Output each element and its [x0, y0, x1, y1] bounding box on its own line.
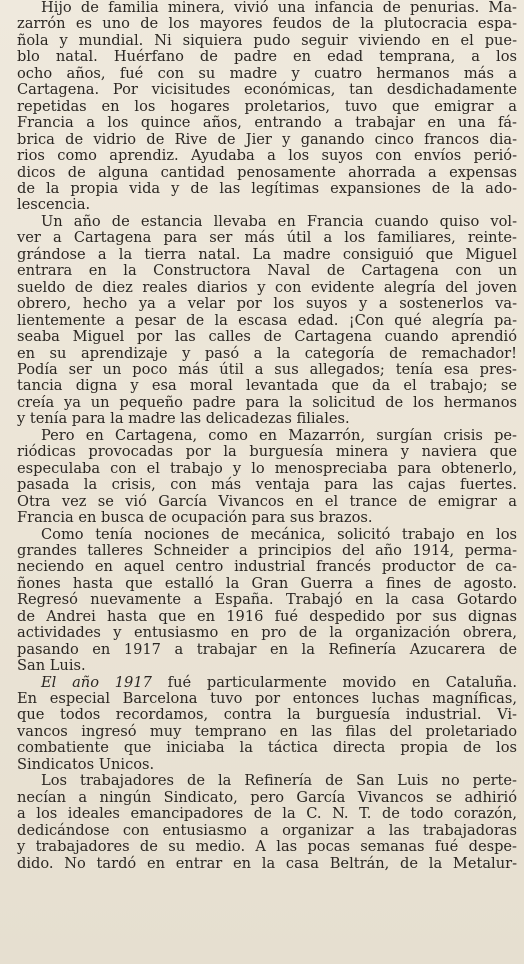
text-line: de Andrei hasta que en 1916 fué despedido por sus dignas	[17, 607, 517, 625]
text-line: ñones hasta que estalló la Gran Guerra a fines de agosto.	[17, 574, 517, 592]
text-line: actividades y entusiasmo en pro de la organización obrera,	[17, 624, 517, 642]
text-line: San Luis.	[17, 657, 86, 675]
text-line: en su aprendizaje y pasó a la categoría de remachador!	[17, 344, 517, 362]
text-line: zarrón es uno de los mayores feudos de la plutocracia espa-	[17, 15, 517, 33]
text-line: dedicándose con entusiasmo a organizar a las trabajadoras	[17, 821, 517, 839]
text-line: ocho años, fué con su madre y cuatro hermanos más a	[17, 64, 517, 82]
text-line: grándose a la tierra natal. La madre consiguió que Miguel	[17, 245, 517, 263]
text-line: y tenía para la madre las delicadezas filiales.	[17, 410, 350, 428]
text-line: vancos ingresó muy temprano en las filas del proletariado	[17, 722, 517, 740]
text-line: Sindicatos Unicos.	[17, 755, 155, 773]
text-line: dicos de alguna cantidad penosamente ahorrada a expensas	[17, 163, 517, 181]
text-line: brica de vidrio de Rive de Jier y ganando cinco francos dia-	[17, 130, 517, 148]
text-line: necían a ningún Sindicato, pero García Vivancos se adhirió	[17, 788, 517, 806]
text-line: rios como aprendiz. Ayudaba a los suyos con envíos perió-	[17, 147, 517, 165]
text-line: obrero, hecho ya a velar por los suyos y a sostenerlos va-	[17, 295, 517, 313]
text-line: a los ideales emancipadores de la C. N. T. de todo corazón,	[17, 805, 517, 823]
text-line: blo natal. Huérfano de padre en edad temprana, a los	[17, 48, 517, 66]
text-line: creía ya un pequeño padre para la solicitud de los hermanos	[17, 393, 517, 411]
text-line: Los trabajadores de la Refinería de San Luis no perte-	[41, 772, 517, 790]
text-line: Como tenía nociones de mecánica, solicitó trabajo en los	[41, 525, 517, 543]
text-line: y trabajadores de su medio. A las pocas semanas fué despe-	[17, 838, 517, 856]
text-line: que todos recordamos, contra la burguesía industrial. Vi-	[17, 706, 517, 724]
text-line: Otra vez se vió García Vivancos en el trance de emigrar a	[17, 492, 517, 510]
text-line: Francia a los quince años, entrando a trabajar en una fá-	[17, 114, 517, 132]
text-line: El año 1917 fué particularmente movido en Cataluña.	[41, 673, 517, 691]
text-line: seaba Miguel por las calles de Cartagena cuando aprendió	[17, 328, 517, 346]
text-line: Cartagena. Por vicisitudes económicas, tan desdichadamente	[17, 81, 517, 99]
text-line: pasada la crisis, con más ventaja para las cajas fuertes.	[17, 476, 517, 494]
text-line: neciendo en aquel centro industrial francés productor de ca-	[17, 558, 517, 576]
text-line: Pero en Cartagena, como en Mazarrón, surgían crisis pe-	[41, 426, 517, 444]
article-text-column	[17, 0, 517, 872]
text-line: Regresó nuevamente a España. Trabajó en la casa Gotardo	[17, 591, 517, 609]
text-line: entrara en la Constructora Naval de Cartagena con un	[17, 262, 517, 280]
text-line: Francia en busca de ocupación para sus brazos.	[17, 509, 373, 527]
text-line: grandes talleres Schneider a principios del año 1914, perma-	[17, 541, 517, 559]
text-line: Podía ser un poco más útil a sus allegados; tenía esa pres-	[17, 360, 517, 378]
text-line: de la propia vida y de las legítimas expansiones de la ado-	[17, 179, 517, 197]
emphasis-text: El año 1917	[41, 673, 168, 691]
text-line: En especial Barcelona tuvo por entonces luchas magníficas,	[17, 690, 517, 708]
text-line: lescencia.	[17, 196, 91, 214]
text-line: Un año de estancia llevaba en Francia cuando quiso vol-	[41, 212, 517, 230]
text-line: tancia digna y esa moral levantada que da el trabajo; se	[17, 377, 517, 395]
text-line: ver a Cartagena para ser más útil a los familiares, reinte-	[17, 229, 517, 247]
text-line: especulaba con el trabajo y lo menospreciaba para obtenerlo,	[17, 459, 517, 477]
text-line: repetidas en los hogares proletarios, tuvo que emigrar a	[17, 97, 517, 115]
text-line: dido. No tardó en entrar en la casa Beltrán, de la Metalur-	[17, 854, 517, 872]
text-line: lientemente a pesar de la escasa edad. ¡Con qué alegría pa-	[17, 311, 517, 329]
text-line: Hijo de familia minera, vivió una infancia de penurias. Ma-	[41, 0, 517, 16]
text-line: combatiente que iniciaba la táctica directa propia de los	[17, 739, 517, 757]
text-line: pasando en 1917 a trabajar en la Refinería Azucarera de	[17, 640, 517, 658]
text-line: sueldo de diez reales diarios y con evidente alegría del joven	[17, 278, 517, 296]
text-line: riódicas provocadas por la burguesía minera y naviera que	[17, 443, 517, 461]
text-line: ñola y mundial. Ni siquiera pudo seguir viviendo en el pue-	[17, 31, 517, 49]
